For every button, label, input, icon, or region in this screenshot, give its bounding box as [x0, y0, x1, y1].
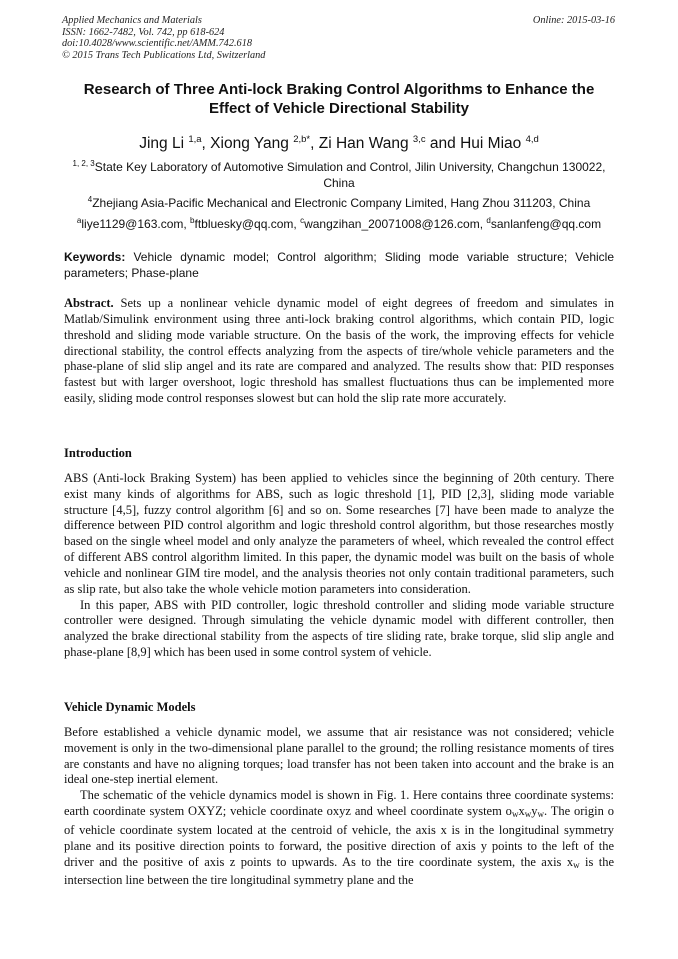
abstract-text: Sets up a nonlinear vehicle dynamic model of eight degrees of freedom and simulates in Matlab/Simulink environment using three anti-lock braking control algorithms, which contain PID, logic threshold and sliding mode variable structure. On the basis of the work, the improving effects for vehicle directional stability, the control effects analyzing from the aspects of tire/whole vehicle parameters and the phase-plane of slid slip angel and its rate are compared and analyzed. The results show that: PID responses fastest but with larger overshoot, logic threshold has smallest fluctuations thus can be implemented more easily, sliding mode control responses slowest but can hold the slip rate more accurately. [64, 296, 614, 406]
email-link[interactable]: liye1129@163.com, [81, 217, 191, 231]
abstract-label: Abstract. [64, 296, 114, 310]
paragraph-text: is the intersection line between the tire longitudinal symmetry plane and the [64, 854, 615, 888]
paragraph [64, 788, 614, 889]
email-sup: c [300, 216, 305, 225]
paragraph: ABS (Anti-lock Braking System) has been applied to vehicles since the beginning of 20th century. There exist many kinds of algorithms for ABS, such as logic threshold [1], PID [2,3], sliding mode variable structure [4,5], fuzzy control algorithm [6] and so on. Some researches [7] have been made to analyze the difference between PID control algorithm and logic threshold control algorithm, but those researches mostly based on the single wheel model and only analyze the parameters of wheel, which revealed the control effect of different ABS control algorithm limited. In this paper, the dynamic model was built on the basis of whole vehicle and nonlinear GIM tire model, and the analysis theories not only contain traditional parameters, such as slip rate, but also take the whole vehicle motion parameters into consideration. [64, 470, 614, 596]
paragraph: In this paper, ABS with PID controller, logic threshold controller and sliding mode variable structure controller were designed. Through simulating the vehicle dynamic model with different controller, then analyzed the brake directional stability from the aspects of tire sliding rate, brake torque, slid slip angle and phase-plane [8,9] which has been used in some control system of vehicle. [64, 597, 614, 660]
journal-name: Applied Mechanics and Materials [62, 15, 202, 26]
email-sup: b [190, 216, 195, 225]
author-name: Hui Miao [460, 135, 522, 153]
author-emails [62, 213, 616, 232]
subscript: w [524, 809, 532, 820]
email-link[interactable]: wangzihan_20071008@126.com, [304, 217, 487, 231]
email-link[interactable]: ftbluesky@qq.com, [194, 217, 301, 231]
author-sup: 2,b* [293, 134, 311, 145]
author-list [40, 130, 638, 153]
author-sup: 4,d [525, 134, 539, 145]
paragraph: Before established a vehicle dynamic model, we assume that air resistance was not considered; vehicle movement is only in the two-dimensional plane parallel to the ground; the rolling resistance moments of tires are constants and have no aligning torques; load transfer has not been taken into account and the brake is an ideal one-step inertial element. [64, 724, 614, 787]
section-heading-introduction: Introduction [64, 446, 132, 460]
affiliation-1 [62, 156, 616, 191]
affiliation-text: State Key Laboratory of Automotive Simulation and Control, Jilin University, Changchun 130022, [94, 160, 606, 174]
section-heading-vehicle-dynamic-models: Vehicle Dynamic Models [64, 700, 196, 714]
title-line-1: Research of Three Anti-lock Braking Control Algorithms to Enhance the [83, 81, 595, 98]
keywords [64, 250, 614, 281]
author-name: Zi Han Wang [318, 135, 409, 153]
abstract [64, 296, 614, 407]
journal-doi: doi:10.4028/www.scientific.net/AMM.742.618 [62, 38, 252, 50]
keywords-text: Vehicle dynamic model; Control algorithm; Sliding mode variable structure; Vehicle parameters; Phase-plane [64, 250, 614, 280]
author-separator: , [201, 135, 211, 153]
title-line-2: Effect of Vehicle Directional Stability [208, 100, 470, 117]
paragraph-text: y [531, 804, 538, 819]
author-sup: 3,c [412, 134, 426, 145]
paragraph-text: The schematic of the vehicle dynamics model is shown in Fig. 1. Here contains three coordinate systems: earth coordinate system OXYZ; vehicle coordinate oxyz and wheel coordinate system o [64, 788, 614, 819]
author-sup: 1,a [188, 134, 202, 145]
email-sup: a [76, 216, 82, 225]
author-separator: and [425, 135, 461, 153]
journal-issn: ISSN: 1662-7482, Vol. 742, pp 618-624 [62, 26, 225, 38]
journal-copyright: © 2015 Trans Tech Publications Ltd, Switzerland [62, 49, 266, 61]
affiliation-sup: 1, 2, 3 [72, 159, 95, 168]
paper-title [40, 80, 638, 118]
paragraph-text: . The origin o of vehicle coordinate system located at the centroid of vehicle, the axis x is in the longitudinal symmetry plane and its positive direction points to forward, the positive direction of axis y points to the left of the driver and the positive of axis z points to upwards. As to the tire coordinate system, the axis x [64, 804, 614, 869]
vehicle-dynamic-models-section [64, 700, 614, 889]
affiliation-sup: 4 [87, 195, 93, 204]
affiliation-text: China [323, 176, 355, 190]
author-name: Xiong Yang [210, 135, 289, 153]
email-link[interactable]: sanlanfeng@qq.com [490, 217, 602, 231]
author-separator: , [310, 135, 319, 153]
subscript: w [537, 809, 544, 820]
subscript: w [573, 859, 580, 870]
subscript: w [511, 809, 519, 820]
paragraph-text: x [518, 804, 525, 819]
journal-header [62, 15, 615, 61]
affiliation-text: Zhejiang Asia-Pacific Mechanical and Electronic Company Limited, Hang Zhou 311203, China [92, 196, 591, 210]
author-name: Jing Li [139, 135, 185, 153]
email-sup: d [486, 216, 491, 225]
introduction-section [64, 446, 614, 661]
keywords-label: Keywords: [64, 250, 126, 264]
affiliation-2 [62, 192, 616, 211]
online-date: Online: 2015-03-16 [532, 15, 615, 26]
